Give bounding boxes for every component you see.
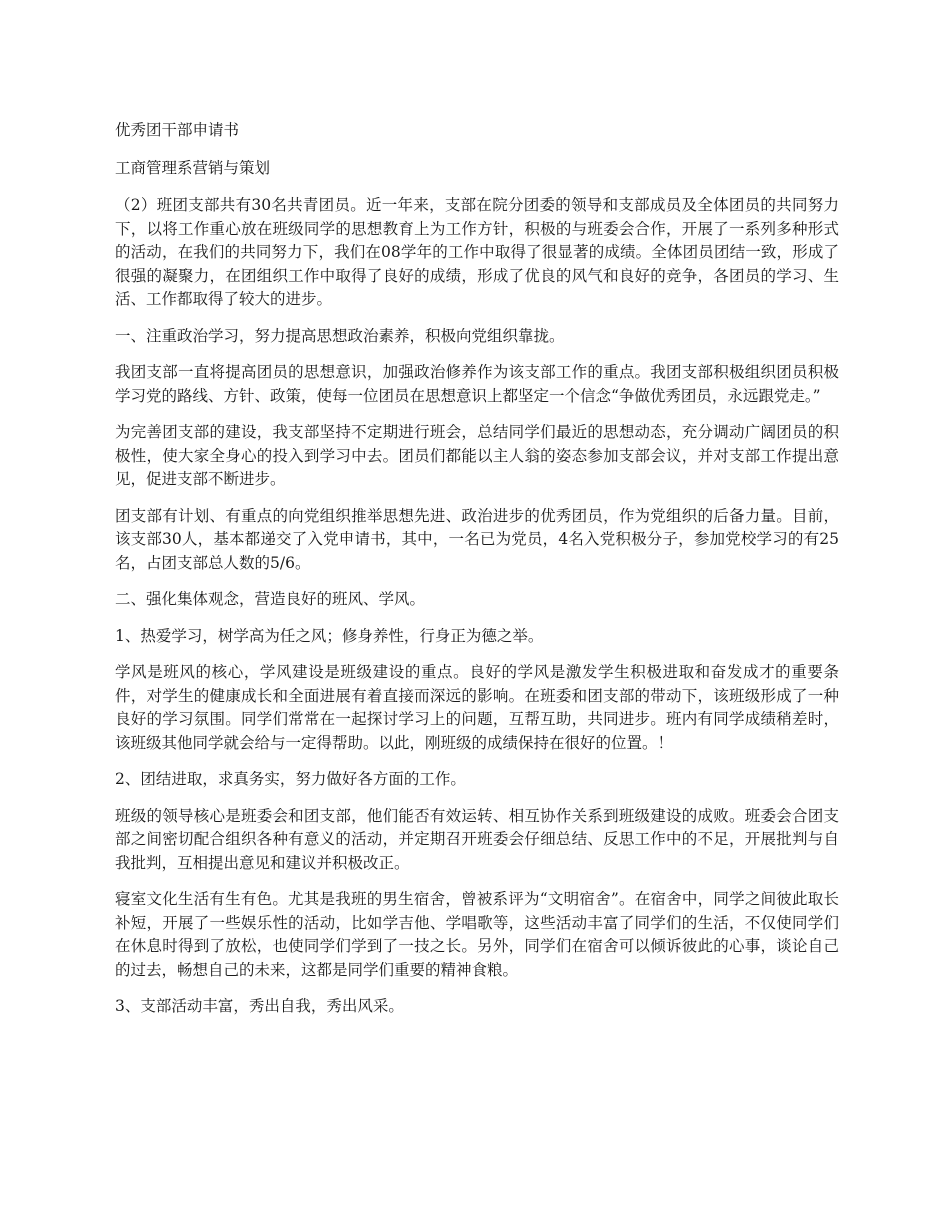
subsection-heading-2: 2、团结进取，求真务实，努力做好各方面的工作。 xyxy=(115,770,466,788)
body-paragraph: 团支部有计划、有重点的向党组织推举思想先进、政治进步的优秀团员，作为党组织的后备力量。目前，该支部30人，基本都递交了入党申请书，其中，一名已为党员，4名入党积极分子，参加党校学习的有25名，占团支部总人数的5/6。 xyxy=(115,506,839,572)
document-title: 优秀团干部申请书 xyxy=(115,121,240,139)
section-heading-2: 二、强化集体观念，营造良好的班风、学风。 xyxy=(115,590,426,608)
body-paragraph: 为完善团支部的建设，我支部坚持不定期进行班会，总结同学们最近的思想动态，充分调动广阔团员的积极性，使大家全身心的投入到学习中去。团员们都能以主人翁的姿态参加支部会议，并对支部工作提出意见，促进支部不断进步。 xyxy=(115,423,839,488)
intro-paragraph: （2）班团支部共有30名共青团员。近一年来，支部在院分团委的领导和支部成员及全体团员的共同努力下，以将工作重心放在班级同学的思想教育上为工作方针，积极的与班委会合作，开展了一系列多种形式的活动，在我们的共同努力下，我们在08学年的工作中取得了很显著的成绩。全体团员团结一致，形成了很强的凝聚力，在团组织工作中取得了良好的成绩，形成了优良的风气和良好的竞争，各团员的学习、生活、工作都取得了较大的进步。 xyxy=(115,196,839,308)
body-paragraph: 寝室文化生活有生有色。尤其是我班的男生宿舍，曾被系评为“文明宿舍”。在宿舍中，同学之间彼此取长补短，开展了一些娱乐性的活动，比如学吉他、学唱歌等，这些活动丰富了同学们的生活，不仅使同学们在休息时得到了放松，也使同学们学到了一技之长。另外，同学们在宿舍可以倾诉彼此的心事，谈论自己的过去，畅想自己的未来，这都是同学们重要的精神食粮。 xyxy=(115,890,839,979)
subsection-heading-1: 1、热爱学习，树学高为任之风；修身养性，行身正为德之举。 xyxy=(115,626,544,645)
body-paragraph: 班级的领导核心是班委会和团支部，他们能否有效运转、相互协作关系到班级建设的成败。班委会合团支部之间密切配合组织各种有意义的活动，并定期召开班委会仔细总结、反思工作中的不足，开展批判与自我批判，互相提出意见和建议并积极改正。 xyxy=(115,806,839,872)
document-page xyxy=(115,119,839,1032)
section-heading-1: 一、注重政治学习，努力提高思想政治素养，积极向党组织靠拢。 xyxy=(115,326,565,345)
body-paragraph: 学风是班风的核心，学风建设是班级建设的重点。良好的学风是激发学生积极进取和奋发成才的重要条件，对学生的健康成长和全面进展有着直接而深远的影响。在班委和团支部的带动下，该班级形成了一种良好的学习氛围。同学们常常在一起探讨学习上的问题，互帮互助，共同进步。班内有同学成绩稍差时，该班级其他同学就会给与一定得帮助。以此，刚班级的成绩保持在很好的位置。！ xyxy=(115,663,839,752)
department-line: 工商管理系营销与策划 xyxy=(115,158,271,177)
subsection-heading-3: 3、支部活动丰富，秀出自我，秀出风采。 xyxy=(115,997,404,1015)
body-paragraph: 我团支部一直将提高团员的思想意识，加强政治修养作为该支部工作的重点。我团支部积极组织团员积极学习党的路线、方针、政策，使每一位团员在思想意识上都坚定一个信念“争做优秀团员，永远跟党走。” xyxy=(115,363,839,405)
